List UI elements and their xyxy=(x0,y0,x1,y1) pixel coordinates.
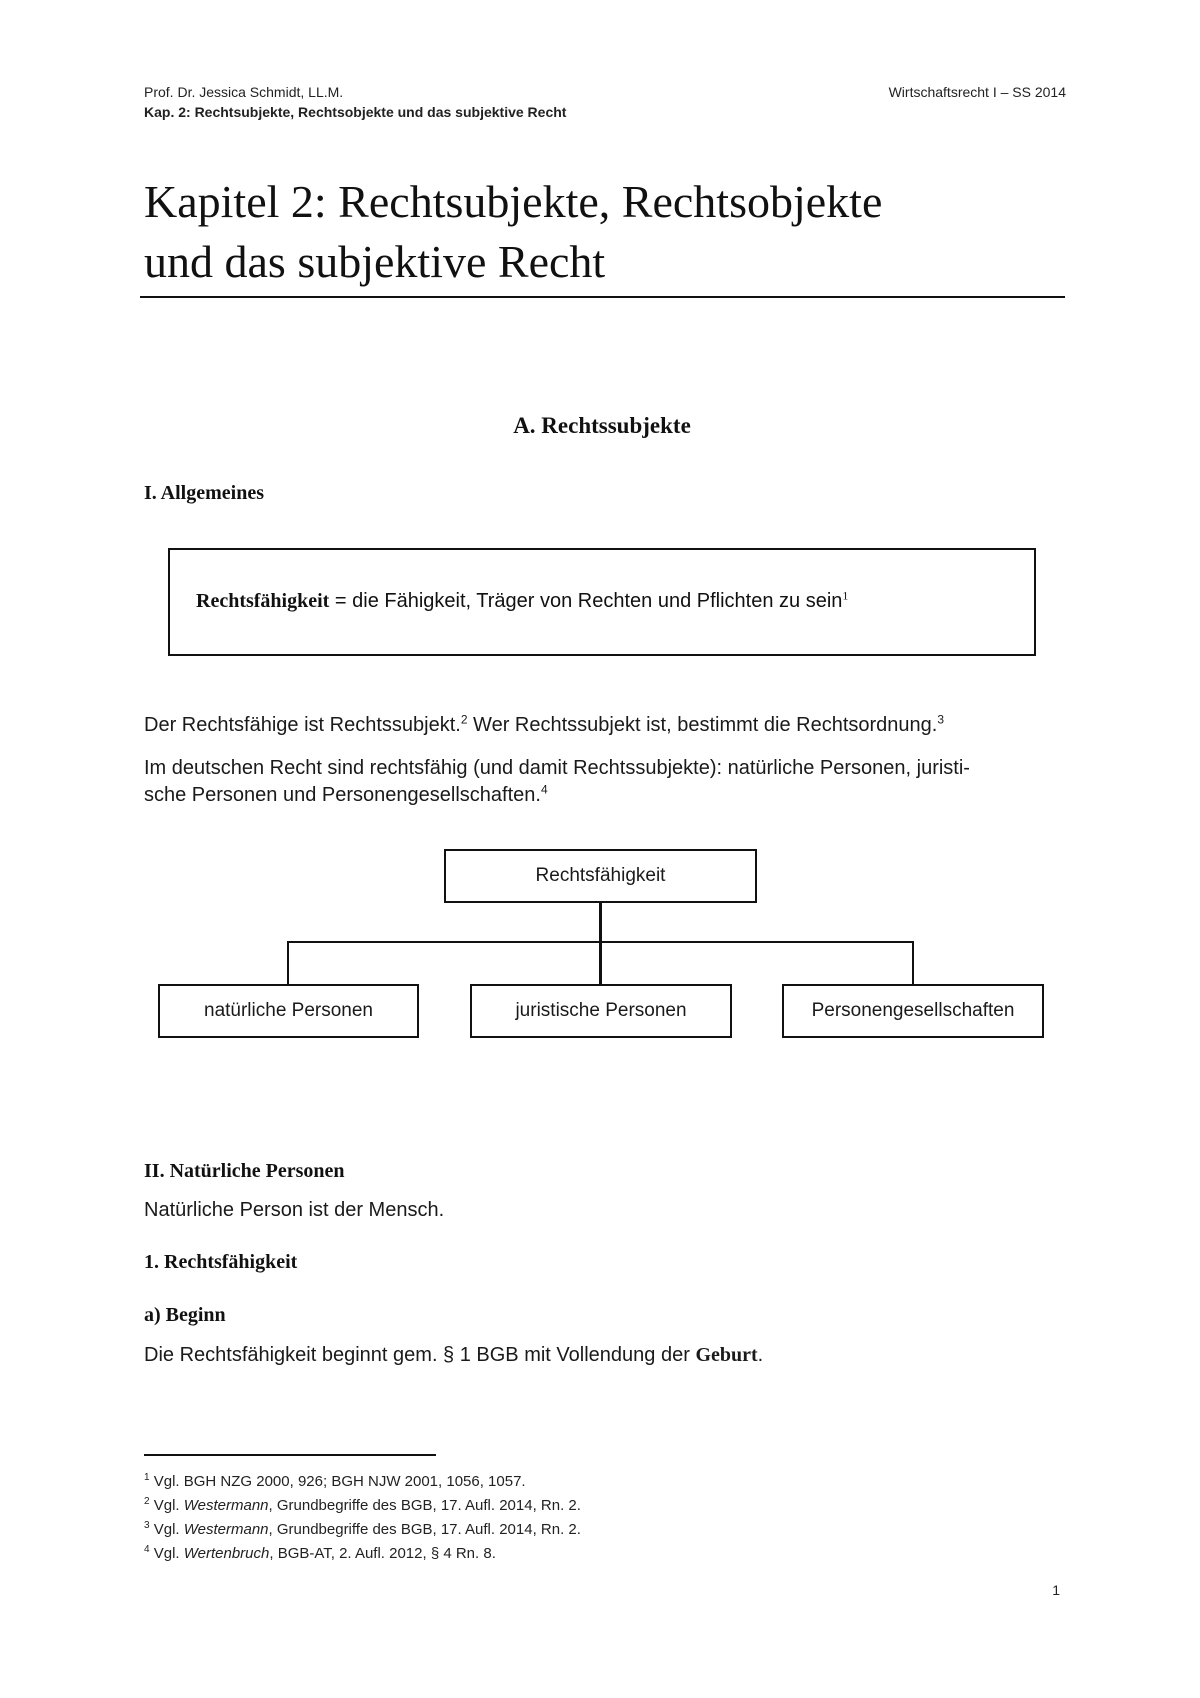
footnote-text: Vgl. xyxy=(149,1545,184,1562)
footnote-text-rest: , Grundbegriffe des BGB, 17. Aufl. 2014, Rn. 2. xyxy=(268,1497,581,1514)
footnote-number: 4 xyxy=(144,1544,150,1555)
footnote-number: 3 xyxy=(144,1520,150,1531)
footnote-number: 2 xyxy=(144,1496,150,1507)
footnote-ref-1[interactable]: 1 xyxy=(842,588,849,603)
header-author: Prof. Dr. Jessica Schmidt, LL.M. xyxy=(144,84,344,100)
diagram-connector-horizontal xyxy=(287,941,914,943)
footnote-text: Vgl. xyxy=(149,1497,184,1514)
section-heading-a-beginn: a) Beginn xyxy=(144,1304,226,1326)
paragraph-4-end: . xyxy=(757,1344,764,1366)
footnote-ref-3[interactable]: 3 xyxy=(937,712,945,727)
footnote-text-rest: , Grundbegriffe des BGB, 17. Aufl. 2014, Rn. 2. xyxy=(268,1521,581,1538)
footnote-ref-2[interactable]: 2 xyxy=(460,712,468,727)
title-rule xyxy=(140,296,1065,298)
paragraph-3: Natürliche Person ist der Mensch. xyxy=(144,1199,445,1221)
diagram-child-box-1: natürliche Personen xyxy=(158,984,419,1038)
footnote-author: Westermann xyxy=(183,1497,269,1514)
paragraph-4-bold: Geburt xyxy=(695,1344,758,1366)
footnote-author: Wertenbruch xyxy=(183,1545,270,1562)
paragraph-4 xyxy=(144,1342,763,1369)
paragraph-2-line2 xyxy=(144,782,548,809)
diagram-root-box: Rechtsfähigkeit xyxy=(444,849,757,903)
section-heading-a: A. Rechtssubjekte xyxy=(513,413,691,438)
paragraph-1-part1: Der Rechtsfähige ist Rechtssubjekt. xyxy=(144,714,461,736)
footnote-author: Westermann xyxy=(183,1521,269,1538)
paragraph-1 xyxy=(144,712,944,739)
footnote-3 xyxy=(144,1521,581,1538)
definition-text xyxy=(196,590,848,613)
section-heading-ii: II. Natürliche Personen xyxy=(144,1160,345,1182)
diagram-child-box-2: juristische Personen xyxy=(470,984,732,1038)
footnote-1 xyxy=(144,1473,526,1490)
footnote-2 xyxy=(144,1497,581,1514)
definition-term: Rechtsfähigkeit xyxy=(196,590,330,612)
footnote-ref-4[interactable]: 4 xyxy=(540,782,548,797)
page-title-line1: Kapitel 2: Rechtsubjekte, Rechtsobjekte xyxy=(144,176,883,227)
paragraph-4-text: Die Rechtsfähigkeit beginnt gem. § 1 BGB mit Vollendung der xyxy=(144,1344,696,1366)
section-heading-1: 1. Rechtsfähigkeit xyxy=(144,1251,298,1273)
footnote-4 xyxy=(144,1545,496,1562)
header-chapter-ref: Kap. 2: Rechtsubjekte, Rechtsobjekte und das subjektive Recht xyxy=(144,104,567,120)
page-number: 1 xyxy=(1052,1582,1060,1598)
page-title xyxy=(144,172,882,292)
paragraph-1-part2: Wer Rechtssubjekt ist, bestimmt die Rechtsordnung. xyxy=(467,714,938,736)
diagram-connector-right xyxy=(912,941,914,984)
paragraph-2-line1: Im deutschen Recht sind rechtsfähig (und damit Rechtssubjekte): natürliche Personen, juristi- xyxy=(144,757,970,779)
footnote-text: Vgl. xyxy=(149,1521,184,1538)
footnote-separator xyxy=(144,1454,436,1456)
section-heading-i: I. Allgemeines xyxy=(144,482,264,504)
definition-body: = die Fähigkeit, Träger von Rechten und Pflichten zu sein xyxy=(329,590,843,612)
diagram-connector-vertical xyxy=(599,903,602,984)
diagram-connector-left xyxy=(287,941,289,984)
header-course: Wirtschaftsrecht I – SS 2014 xyxy=(888,84,1066,100)
paragraph-2-text: sche Personen und Personengesellschaften. xyxy=(144,784,541,806)
page-title-line2: und das subjektive Recht xyxy=(144,236,606,287)
footnote-number: 1 xyxy=(144,1472,150,1483)
footnote-text-rest: , BGB-AT, 2. Aufl. 2012, § 4 Rn. 8. xyxy=(269,1545,496,1562)
diagram-child-box-3: Personengesellschaften xyxy=(782,984,1044,1038)
footnote-text: Vgl. BGH NZG 2000, 926; BGH NJW 2001, 1056, 1057. xyxy=(149,1473,526,1490)
